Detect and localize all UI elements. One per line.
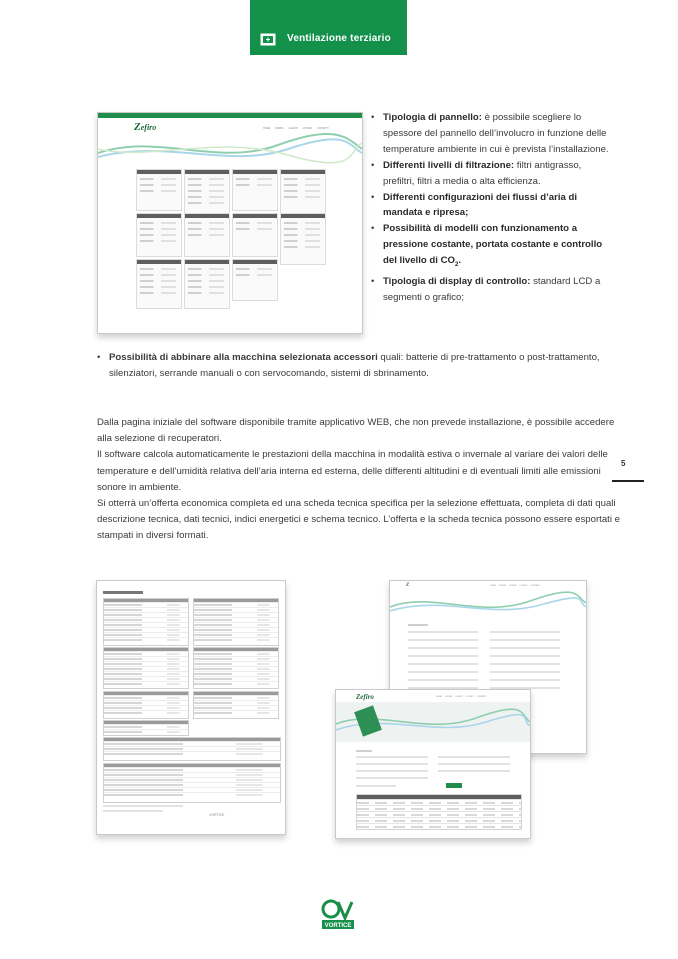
feature-item: • Differenti configurazioni dei flussi d’aria di mandata e ripresa; xyxy=(370,190,610,222)
footer-brand: VORTICE xyxy=(324,923,352,930)
zefiro-logo: Zefiro xyxy=(134,121,157,133)
body-text xyxy=(97,415,622,545)
page-number: 5 xyxy=(621,459,626,468)
decorative-wave xyxy=(98,131,362,165)
software-screenshot-results: Zefiro HOME ORDINI CLIENTI LISTINO CONTATTI xyxy=(335,689,531,839)
vortice-logo xyxy=(321,898,355,932)
body-paragraph: Si otterrà un’offerta economica completa ed una scheda tecnica specifica per la selezione effettuata, completa di dati quali descrizione tecnica, dati tecnici, indici energetici e schema tecnico. L’offerta e la scheda tecnica possono essere esportati e stampati in diversi formati. xyxy=(97,498,620,542)
technical-sheet-screenshot xyxy=(96,580,286,835)
feature-item: • Tipologia di display di controllo: standard LCD a segmenti o grafico; xyxy=(370,274,610,306)
software-nav: HOME ORDINI CLIENTI LISTINO CONTATTI xyxy=(263,127,329,130)
page-number-rule xyxy=(612,480,644,482)
body-paragraph: Il software calcola automaticamente le prestazioni della macchina in modalità estiva o invernale al variare dei valori delle temperature e dell’umidità relativa dell’aria interna ed esterna, delle differenti altitudini e di eventuali limiti alle emissioni sonore in ambiente. xyxy=(97,449,608,493)
body-paragraph: Dalla pagina iniziale del software disponibile tramite applicativo WEB, che non prevede installazione, è possibile accedere alla selezione di recuperatori. xyxy=(97,417,615,445)
ventilation-unit-icon xyxy=(260,33,276,46)
feature-item: • Possibilità di modelli con funzionamento a pressione costante, portata costante e controllo del livello di $CO_2$. xyxy=(370,221,610,274)
doc-brand: VORTICE xyxy=(209,813,225,817)
feature-item: • Tipologia di pannello: è possibile scegliere lo spessore del pannello dell’involucro in funzione delle temperature ambiente in cui è prevista l’installazione. xyxy=(370,110,610,158)
section-title: Ventilazione terziario xyxy=(287,33,391,44)
software-screenshot-configuration xyxy=(97,112,363,334)
section-header-tab xyxy=(250,0,407,55)
accessories-item: • Possibilità di abbinare alla macchina selezionata accessori quali: batterie di pre-trattamento o post-trattamento, silenziatori, serrande manuali o con servocomando, sistemi di sbrinamento. xyxy=(97,350,639,382)
feature-item: • Differenti livelli di filtrazione: filtri antigrasso, prefiltri, filtri a media o alta efficienza. xyxy=(370,158,610,190)
software-screenshot-form: Z HOME ORDINI CLIENTI LISTINO CONTATTI xyxy=(389,580,587,754)
feature-list xyxy=(370,110,610,306)
